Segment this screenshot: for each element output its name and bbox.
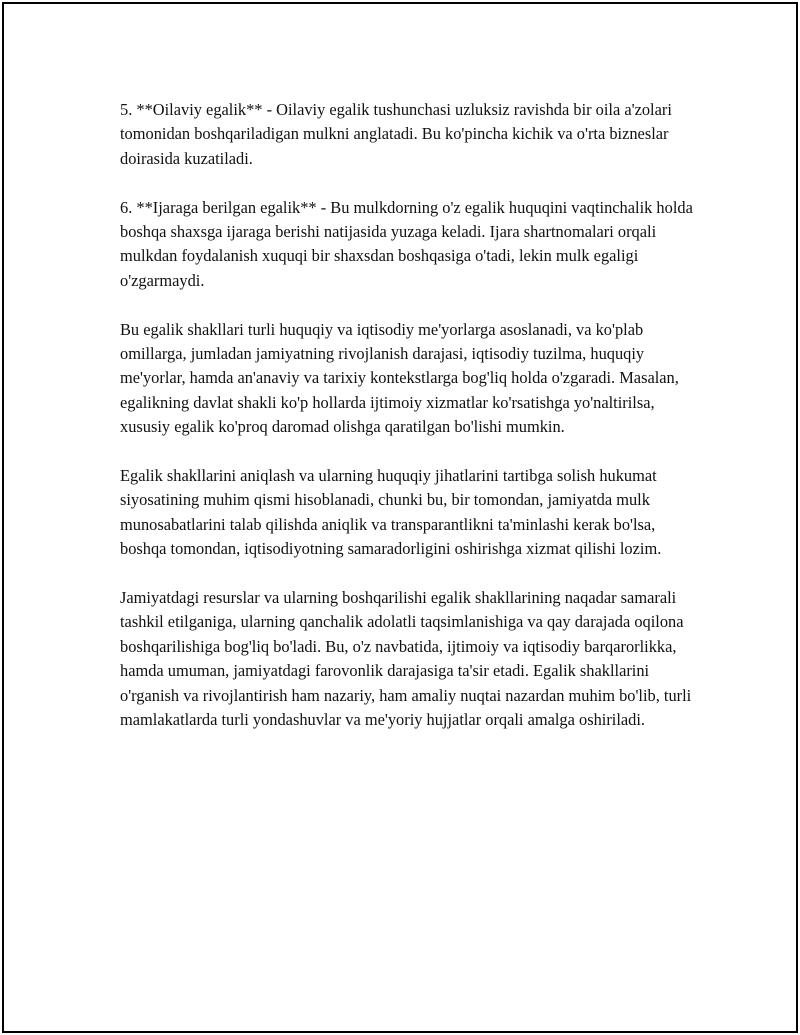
document-body: [120, 98, 700, 757]
paragraph-leased-ownership: 6. **Ijaraga berilgan egalik** - Bu mulkdorning o'z egalik huquqini vaqtinchalik holda boshqa shaxsga ijaraga berishi natijasida yuzaga keladi. Ijara shartnomalari orqali mulkdan foydalanish xuquqi bir shaxsdan boshqasiga o'tadi, lekin mulk egaligi o'zgarmaydi.: [120, 197, 693, 290]
paragraph-government-policy: Egalik shakllarini aniqlash va ularning huquqiy jihatlarini tartibga solish hukumat siyosatining muhim qismi hisoblanadi, chunki bu, bir tomondan, jamiyatda mulk munosabatlarini talab qilishda aniqlik va transparantlikni ta'minlashi kerak bo'lsa, boshqa tomondan, iqtisodiyotning samaradorligini oshirishga xizmat qilishi lozim.: [120, 466, 662, 559]
paragraph-ownership-norms: Bu egalik shakllari turli huquqiy va iqtisodiy me'yorlarga asoslanadi, va ko'plab omillarga, jumladan jamiyatning rivojlanish darajasi, iqtisodiy tuzilma, huquqiy me'yorlar, hamda an'anaviy va tarixiy kontekstlarga bog'liq holda o'zgaradi. Masalan, egalikning davlat shakli ko'p hollarda ijtimoiy xizmatlar ko'rsatishga yo'naltirilsa, xususiy egalik ko'proq daromad olishga qaratilgan bo'lishi mumkin.: [120, 319, 679, 437]
paragraph-resource-management: Jamiyatdagi resurslar va ularning boshqarilishi egalik shakllarining naqadar samarali tashkil etilganiga, ularning qanchalik adolatli taqsimlanishiga va qay darajada oqilona boshqarilishiga bog'liq bo'ladi. Bu, o'z navbatida, ijtimoiy va iqtisodiy barqarorlikka, hamda umuman, jamiyatdagi farovonlik darajasiga ta'sir etadi. Egalik shakllarini o'rganish va rivojlantirish ham nazariy, ham amaliy nuqtai nazardan muhim bo'lib, turli mamlakatlarda turli yondashuvlar va me'yoriy hujjatlar orqali amalga oshiriladi.: [120, 588, 692, 730]
paragraph-family-ownership: 5. **Oilaviy egalik** - Oilaviy egalik tushunchasi uzluksiz ravishda bir oila a'zolari tomonidan boshqariladigan mulkni anglatadi. Bu ko'pincha kichik va o'rta bizneslar doirasida kuzatiladi.: [120, 100, 672, 168]
document-page: [2, 2, 798, 1033]
